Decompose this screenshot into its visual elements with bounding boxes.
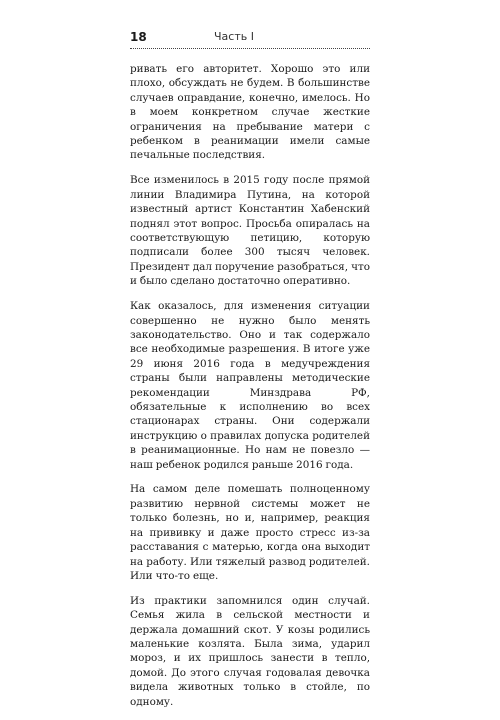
paragraph: На самом деле помешать полноценному развитию нервной системы может не только болезнь, но и, например, реакция на прививку и даже просто стресс из-за расставания с матерью, когда она выходит на работу. Или тяжелый развод родителей. Или что-то еще.	[130, 483, 370, 582]
page-header	[130, 29, 370, 47]
header-divider	[130, 48, 370, 49]
paragraph: Все изменилось в 2015 году после прямой линии Владимира Путина, на которой известный артист Константин Хабенский поднял этот вопрос. Просьба опиралась на соответствующую петицию, которую подписали более 300 тысяч человек. Президент дал поручение разобраться, что и было сделано достаточно оперативно.	[130, 174, 370, 288]
paragraph: ривать его авторитет. Хорошо это или плохо, обсуждать не будем. В большинстве случаев оправдание, конечно, имелось. Но в моем конкретном случае жесткие ограничения на пребывание матери с ребенком в реанимации имели самые печальные последствия.	[130, 63, 370, 162]
paragraph: Из практики запомнился один случай. Семья жила в сельской местности и держала домашний скот. У козы родились маленькие козлята. Была зима, ударил мороз, и их пришлось занести в тепло, домой. До этого случая годовалая девочка видела животных только в стойле, по одному.	[130, 594, 370, 708]
page-number: 18	[130, 30, 147, 44]
running-title: Часть I	[214, 30, 254, 43]
paragraph: Как оказалось, для изменения ситуации совершенно не нужно было менять законодательство. Оно и так содержало все необходимые разрешения. В итоге уже 29 июня 2016 года в медучреждения страны были направлены методические рекомендации Минздрава РФ, обязательные к исполнению во всех стационарах страны. Они содержали инструкцию о правилах допуска родителей в реанимационные. Но нам не повезло — наш ребенок родился раньше 2016 года.	[130, 300, 370, 471]
page-body	[130, 62, 370, 720]
